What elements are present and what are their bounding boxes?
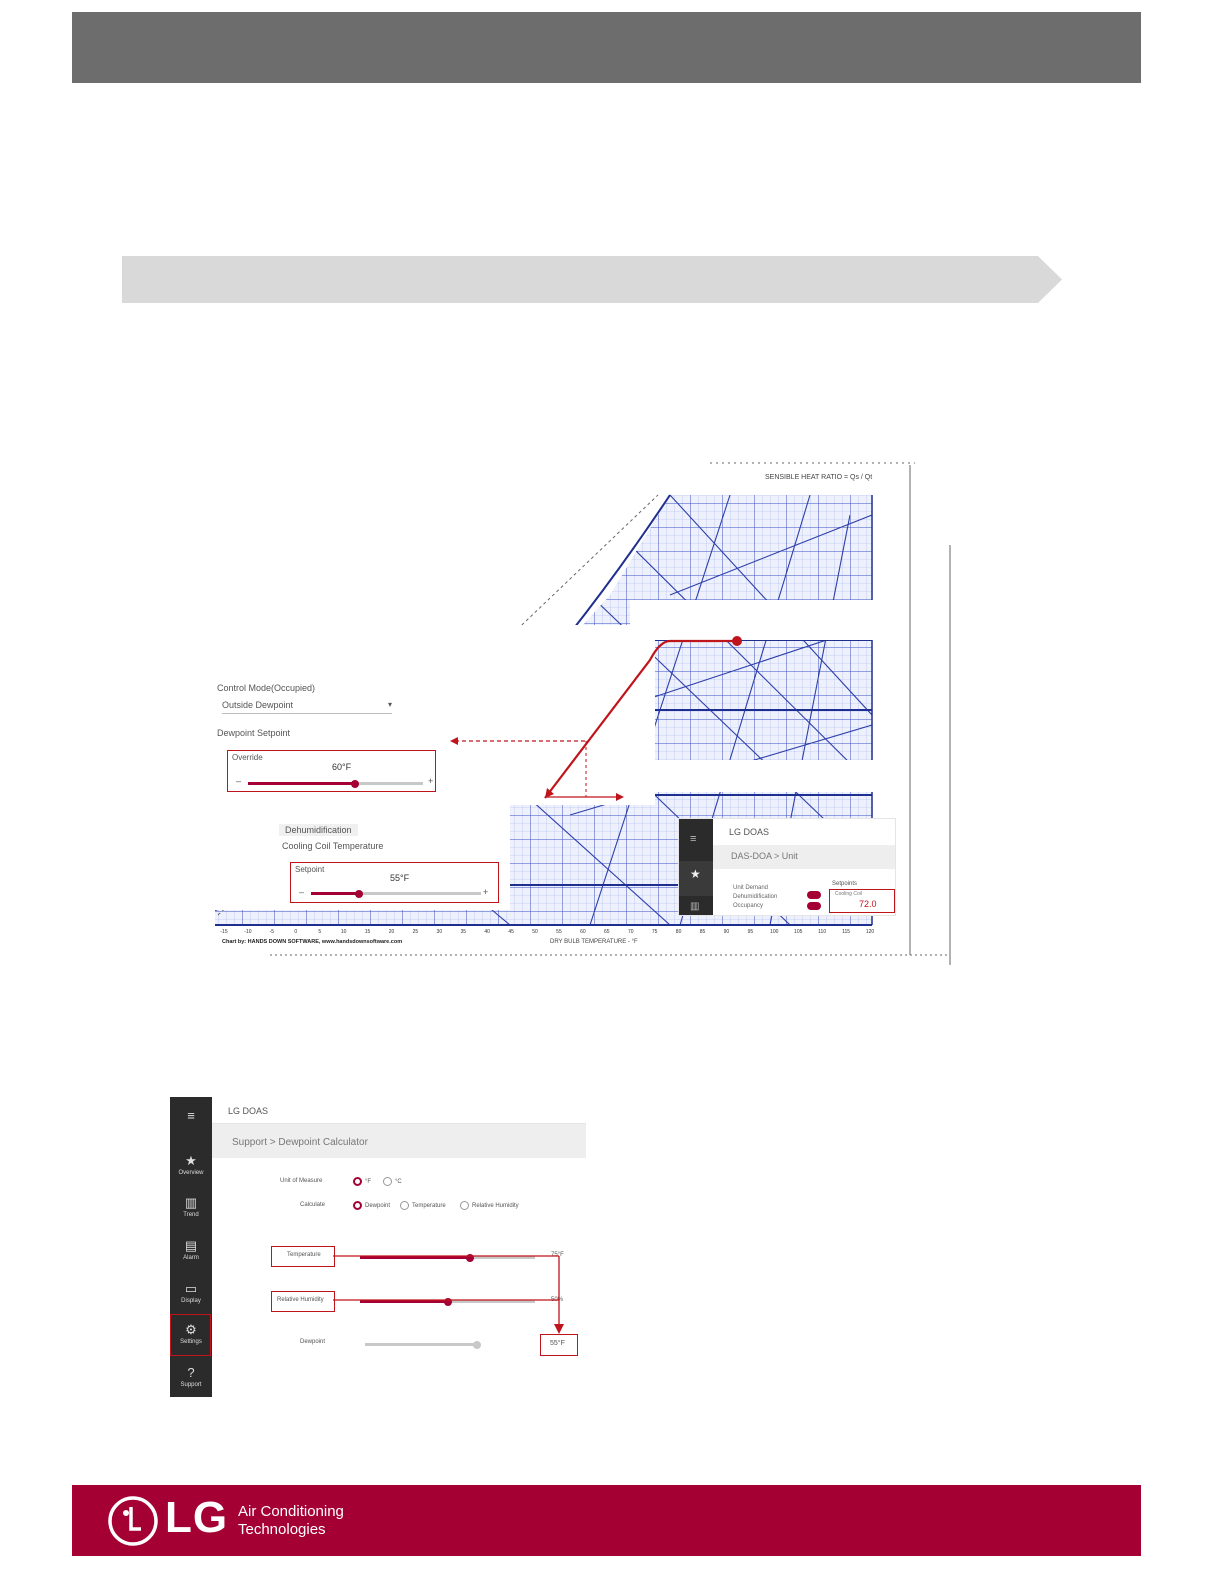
section-banner [122, 256, 1062, 303]
x-tick-label: 20 [388, 929, 395, 935]
mini-sidebar [679, 819, 713, 915]
sidebar-item-support[interactable]: ? Support [170, 1364, 212, 1404]
calc-sidebar [170, 1097, 212, 1397]
settings-highlight [170, 1314, 211, 1356]
override-slider-fill [248, 782, 355, 785]
override-label: Override [232, 753, 263, 762]
mini-row3: Occupancy [733, 903, 764, 909]
x-tick-label: 120 [865, 929, 875, 935]
dewpoint-label: Dewpoint [300, 1339, 326, 1345]
setpoint-minus[interactable]: – [299, 887, 305, 897]
x-tick-label: 85 [699, 929, 706, 935]
x-tick-label: 105 [794, 929, 803, 935]
footer-brand: LG [165, 1493, 229, 1542]
xaxis-label: DRY BULB TEMPERATURE - °F [550, 939, 638, 945]
override-minus[interactable]: – [236, 776, 242, 786]
control-mode-label: Control Mode(Occupied) [217, 683, 316, 693]
mini-setpoints-header: Setpoints [832, 881, 858, 887]
override-plus[interactable]: + [428, 776, 434, 786]
calc-radio-temperature[interactable]: Temperature [400, 1201, 446, 1210]
dehumidification-toggle[interactable] [807, 891, 821, 899]
rh-label: Relative Humidity [277, 1297, 324, 1303]
dewpoint-calculator [170, 1097, 586, 1397]
header-bar [72, 12, 1141, 83]
temperature-value: 75°F [551, 1252, 564, 1258]
x-tick-label: 5 [318, 929, 322, 935]
x-tick-label: -15 [220, 929, 228, 935]
x-tick-label: -5 [269, 929, 275, 935]
chart-icon[interactable]: ▥ [690, 901, 700, 912]
x-tick-label: 100 [770, 929, 779, 935]
x-tick-label: 75 [651, 929, 658, 935]
star-icon: ★ [185, 1153, 197, 1168]
units-radio-c[interactable]: °C [383, 1177, 402, 1186]
lg-logo-icon [107, 1495, 159, 1547]
footer-line1: Air Conditioning [238, 1503, 344, 1520]
star-icon[interactable]: ★ [690, 867, 701, 881]
mini-breadcrumb: DAS-DOA > Unit [731, 851, 798, 861]
x-tick-label: 65 [604, 929, 610, 935]
rh-value: 50% [551, 1297, 564, 1303]
setpoint-slider[interactable] [311, 892, 481, 895]
x-tick-label: 45 [508, 929, 514, 935]
x-tick-label: 80 [675, 929, 682, 935]
process-start-point [732, 636, 742, 646]
x-tick-label: -10 [244, 929, 252, 935]
trend-icon: ▥ [184, 1195, 198, 1210]
x-tick-label: 55 [556, 929, 562, 935]
footer-bar [72, 1485, 1141, 1556]
calc-radio-dewpoint[interactable]: Dewpoint [353, 1201, 390, 1210]
mini-row2: Dehumidification [733, 894, 778, 900]
temperature-label: Temperature [287, 1252, 321, 1258]
x-tick-label: 25 [412, 929, 419, 935]
calc-app-title: LG DOAS [228, 1106, 269, 1116]
mini-app-title: LG DOAS [729, 827, 770, 837]
sidebar-item-display[interactable]: ▭ Display [170, 1280, 212, 1320]
dehumidification-panel [275, 820, 505, 910]
control-mode-select[interactable] [222, 700, 392, 714]
dewpoint-value: 55°F [550, 1340, 565, 1347]
menu-icon: ≡ [187, 1108, 195, 1123]
sidebar-item-overview[interactable]: ★ Overview [170, 1152, 212, 1192]
chevron-down-icon: ▾ [387, 700, 392, 709]
x-tick-label: 90 [723, 929, 730, 935]
override-slider[interactable] [248, 782, 423, 785]
mini-setpoint-sub: Cooling Coil [835, 891, 862, 897]
setpoint-slider-fill [311, 892, 359, 895]
x-tick-label: 110 [818, 929, 827, 935]
dehumidification-tab[interactable]: Dehumidification [279, 824, 358, 836]
mini-app-panel [678, 818, 896, 916]
sidebar-item-menu[interactable] [170, 1107, 212, 1147]
document-icon: ▤ [184, 1238, 198, 1253]
gear-icon: ⚙ [185, 1322, 197, 1337]
calc-arrows [170, 1097, 586, 1397]
x-tick-label: 40 [484, 929, 490, 935]
x-tick-label: 0 [294, 929, 298, 935]
dewpoint-setpoint-label: Dewpoint Setpoint [217, 728, 291, 738]
help-icon: ? [187, 1365, 195, 1380]
occupancy-toggle[interactable] [807, 902, 821, 910]
x-tick-label: 115 [842, 929, 851, 935]
setpoint-slider-thumb[interactable] [355, 890, 363, 898]
units-label: Unit of Measure [280, 1178, 323, 1184]
sidebar-item-trend[interactable]: ▥ Trend [170, 1194, 212, 1234]
x-tick-label: 50 [532, 929, 538, 935]
x-tick-label: 35 [460, 929, 467, 935]
shr-label: SENSIBLE HEAT RATIO = Qs / Qt [765, 474, 873, 481]
override-value: 60°F [332, 762, 352, 772]
display-icon: ▭ [184, 1281, 198, 1296]
x-tick-label: 10 [340, 929, 347, 935]
override-slider-thumb[interactable] [351, 780, 359, 788]
x-tick-label: 60 [580, 929, 586, 935]
calc-breadcrumb: Support > Dewpoint Calculator [232, 1137, 368, 1148]
x-tick-label: 15 [364, 929, 371, 935]
footer-line2: Technologies [238, 1521, 326, 1538]
x-tick-label: 95 [747, 929, 754, 935]
chart-credit: Chart by: HANDS DOWN SOFTWARE, www.handsdownsoftware.com [222, 939, 403, 945]
control-mode-panel [214, 680, 439, 795]
units-radio-f[interactable]: °F [353, 1177, 371, 1186]
sidebar-item-settings[interactable]: ⚙ Settings [170, 1321, 212, 1361]
calculate-label: Calculate [300, 1202, 326, 1208]
x-tick-label: 30 [436, 929, 443, 935]
sidebar-item-alarm[interactable]: ▤ Alarm [170, 1237, 212, 1277]
setpoint-value: 55°F [390, 873, 410, 883]
cooling-coil-temp-label: Cooling Coil Temperature [282, 841, 384, 851]
mini-row1: Unit Demand [733, 885, 769, 891]
calc-radio-rh[interactable]: Relative Humidity [460, 1201, 519, 1210]
mini-setpoint-value: 72.0 [859, 899, 877, 909]
menu-icon[interactable]: ≡ [690, 833, 697, 845]
setpoint-label: Setpoint [295, 865, 325, 874]
x-tick-label: 70 [627, 929, 634, 935]
setpoint-plus[interactable]: + [483, 887, 489, 897]
control-mode-value: Outside Dewpoint [222, 700, 294, 710]
